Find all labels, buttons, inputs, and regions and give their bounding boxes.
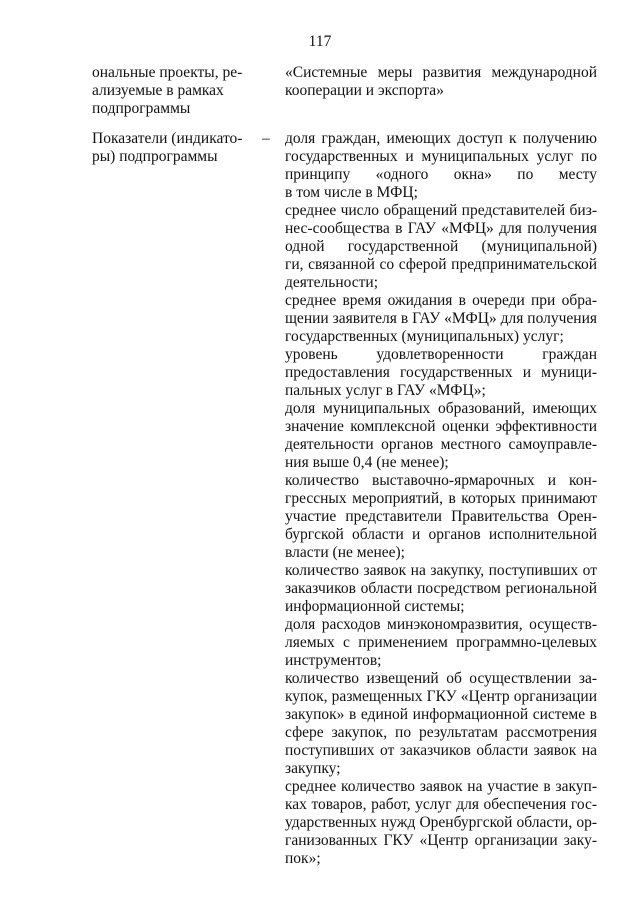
row2-right-line: уровень удовлетворенности граждан bbox=[285, 346, 597, 363]
row2-right-line: нес-сообщества в ГАУ «МФЦ» для получения bbox=[285, 220, 597, 237]
row2-right-line: купок, размещенных ГКУ «Центр организации bbox=[285, 688, 597, 705]
row2-right-line: среднее количество заявок на участие в закуп- bbox=[285, 778, 597, 795]
row2-left-line: Показатели (индикато- bbox=[92, 130, 243, 147]
row2-right-line: ляемых с применением программно-целевых bbox=[285, 634, 597, 651]
row2-right-line: доля граждан, имеющих доступ к получению bbox=[285, 130, 597, 147]
row2-right-line: предоставления государственных и муници- bbox=[285, 364, 597, 381]
row2-right-line: доля муниципальных образований, имеющих bbox=[285, 400, 597, 417]
row2-right-line: количество выставочно-ярмарочных и кон- bbox=[285, 472, 597, 489]
row2-right-line: значение комплексной оценки эффективности bbox=[285, 418, 597, 435]
row2-right-cell bbox=[285, 130, 597, 868]
row2-right-line: ганизованных ГКУ «Центр организации заку- bbox=[285, 832, 597, 849]
row2-right-line: среднее время ожидания в очереди при обра- bbox=[285, 292, 597, 309]
row2-right-line: сфере закупок, по результатам рассмотрения bbox=[285, 724, 597, 741]
page-number: 117 bbox=[308, 33, 332, 50]
row2-right-line: ния выше 0,4 (не менее); bbox=[285, 454, 449, 471]
row1-right-line: кооперации и экспорта» bbox=[285, 82, 444, 99]
row2-right-line: деятельности органов местного самоуправле- bbox=[285, 436, 597, 453]
row2-left-line: ры) подпрограммы bbox=[92, 148, 218, 165]
row2-right-line: одной государственной (муниципальной) bbox=[285, 238, 597, 255]
row2-right-line: количество заявок на закупку, поступивших от bbox=[285, 562, 597, 579]
row2-right-line: ги, связанной со сферой предпринимательской bbox=[285, 256, 597, 273]
row2-right-line: бургской области и органов исполнительной bbox=[285, 526, 597, 543]
row1-left-line: подпрограммы bbox=[92, 100, 191, 117]
row2-right-line: государственных (муниципальных) услуг; bbox=[285, 328, 564, 345]
row1-right-cell bbox=[285, 64, 597, 100]
row2-right-line: в том числе в МФЦ; bbox=[285, 184, 418, 201]
row1-left-line: ональные проекты, ре- bbox=[92, 64, 243, 81]
row2-right-line: щении заявителя в ГАУ «МФЦ» для получения bbox=[285, 310, 597, 327]
row2-right-line: пок»; bbox=[285, 850, 321, 867]
row2-right-line: заказчиков области посредством региональной bbox=[285, 580, 597, 597]
row2-right-line: власти (не менее); bbox=[285, 544, 405, 561]
row2-right-line: доля расходов минэкономразвития, осуществ- bbox=[285, 616, 597, 633]
row1-left-line: ализуемые в рамках bbox=[92, 82, 224, 99]
row2-right-line: инструментов; bbox=[285, 652, 382, 669]
row1-right-line: «Системные меры развития международной bbox=[285, 64, 597, 81]
row2-left-cell bbox=[92, 130, 257, 166]
row2-right-line: закупок» в единой информационной системе в bbox=[285, 706, 597, 723]
row2-right-line: участие представители Правительства Орен- bbox=[285, 508, 597, 525]
row2-right-line: количество извещений об осуществлении за- bbox=[285, 670, 597, 687]
row2-right-line: ударственных нужд Оренбургской области, ор- bbox=[285, 814, 597, 831]
row1-left-cell bbox=[92, 64, 257, 118]
row2-right-line: государственных и муниципальных услуг по bbox=[285, 148, 597, 165]
row2-right-line: деятельности; bbox=[285, 274, 379, 291]
row2-right-line: информационной системы; bbox=[285, 598, 465, 615]
row2-right-line: принципу «одного окна» по месту bbox=[285, 166, 597, 183]
row2-right-line: пальных услуг в ГАУ «МФЦ»; bbox=[285, 382, 486, 399]
row2-right-line: среднее число обращений представителей биз- bbox=[285, 202, 597, 219]
row2-right-line: грессных мероприятий, в которых принимают bbox=[285, 490, 597, 507]
row2-right-line: ках товаров, работ, услуг для обеспечения гос- bbox=[285, 796, 597, 813]
row2-dash: – bbox=[262, 130, 270, 147]
row2-right-line: поступивших от заказчиков области заявок на bbox=[285, 742, 597, 759]
row2-right-line: закупку; bbox=[285, 760, 341, 777]
